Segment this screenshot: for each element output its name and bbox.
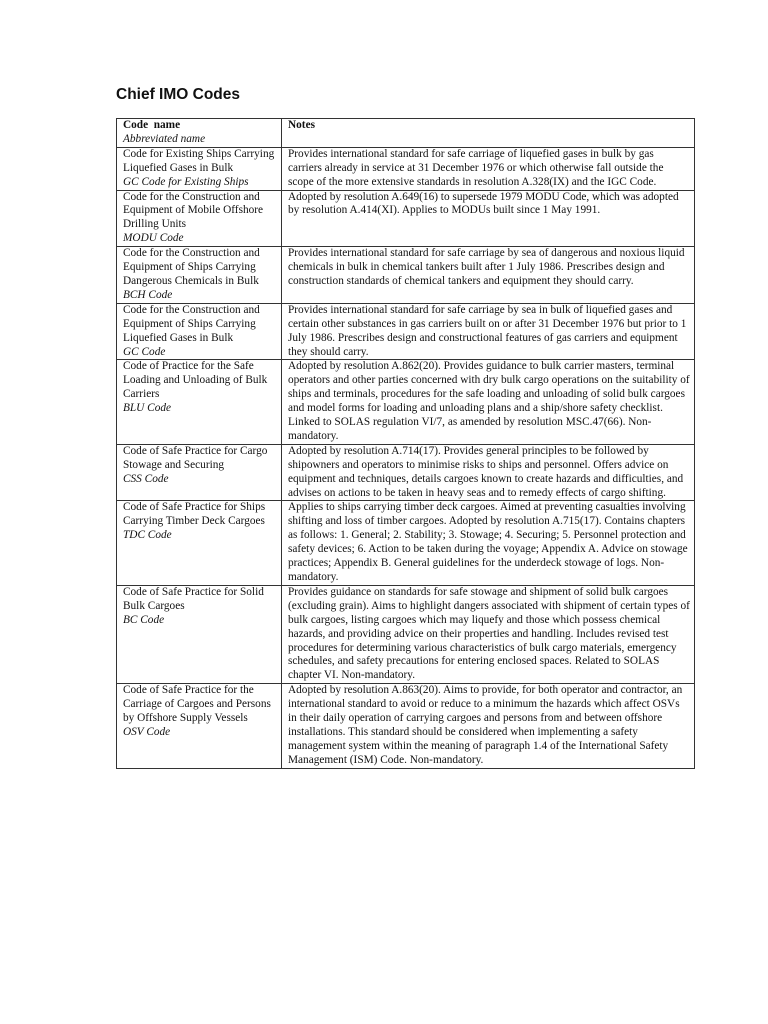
table-row [117, 444, 695, 501]
code-abbreviation: TDC Code [123, 529, 172, 542]
code-abbreviation: OSV Code [123, 725, 171, 738]
code-abbreviation: BCH Code [123, 288, 173, 301]
table-header-row [117, 119, 695, 148]
page-title: Chief IMO Codes [116, 86, 241, 103]
code-notes: Adopted by resolution A.714(17). Provides general principles to be followed by shipowners and operators to minimise risks to ships and personnel. Offers advice on equipment and techniques, details cargoes known to create hazards and difficulties, and advises on actions to be taken in heavy seas and to remedy effects of cargo shifting. [282, 444, 695, 501]
table-row [117, 190, 695, 247]
code-name: Code for the Construction and Equipment of Mobile Offshore Drilling Units [123, 190, 264, 231]
code-name: Code of Safe Practice for the Carriage of Cargoes and Persons by Offshore Supply Vessels [123, 684, 271, 725]
code-name: Code for Existing Ships Carrying Liquefied Gases in Bulk [123, 147, 275, 174]
code-cell [117, 684, 282, 768]
code-cell [117, 585, 282, 683]
code-abbreviation: GC Code [123, 345, 166, 358]
code-abbreviation: MODU Code [123, 232, 184, 245]
abbreviated-name-header: Abbreviated name [123, 132, 206, 145]
code-notes: Provides guidance on standards for safe stowage and shipment of solid bulk cargoes (excluding grain). Aims to highlight dangers associated with shipment of certain types of bulk cargoes, listing cargoes which may liquefy and those which possess chemical hazards, and providing advice on their properties and handling. Includes revised test procedures for determining various characteristics of bulk cargo materials, emergency schedules, and safety precautions for entering enclosed spaces. Related to SOLAS chapter VI. Non-mandatory. [282, 585, 695, 683]
code-notes: Provides international standard for safe carriage of liquefied gases in bulk by gas carriers already in service at 31 December 1976 or which otherwise fall outside the scope of the more extensive standards in resolution A.328(IX) and the IGC Code. [282, 147, 695, 190]
code-notes: Adopted by resolution A.863(20). Aims to provide, for both operator and contractor, an international standard to avoid or reduce to a minimum the hazards which affect OSVs in their daily operation of carrying cargoes and persons from and between offshore installations. This standard should be considered when implementing a safety management system within the meaning of paragraph 1.4 of the International Safety Management (ISM) Code. Non-mandatory. [282, 684, 695, 768]
code-cell [117, 303, 282, 360]
notes-header: Notes [282, 119, 695, 148]
code-cell [117, 247, 282, 304]
code-notes: Provides international standard for safe carriage by sea in bulk of liquefied gases and certain other substances in gas carriers built on or after 31 December 1976 but prior to 1 July 1986. Prescribes design and constructional features of gas carriers and equipment they should carry. [282, 303, 695, 360]
imo-codes-table [116, 118, 695, 769]
code-notes: Adopted by resolution A.862(20). Provides guidance to bulk carrier masters, terminal operators and other parties concerned with dry bulk cargo operations on the suitability of ships and terminals, procedures for the safe loading and unloading of solid bulk cargoes and model forms for loading and unloading plans and a ship/shore safety checklist. Linked to SOLAS regulation VI/7, as amended by resolution MSC.47(66). Non-mandatory. [282, 360, 695, 444]
code-name: Code for the Construction and Equipment of Ships Carrying Dangerous Chemicals in Bulk [123, 247, 260, 287]
code-name-header-title: Code name [123, 119, 181, 131]
table-row [117, 247, 695, 304]
code-notes: Adopted by resolution A.649(16) to supersede 1979 MODU Code, which was adopted by resolution A.414(XI). Applies to MODUs built since 1 May 1991. [282, 190, 695, 247]
code-name: Code of Safe Practice for Solid Bulk Cargoes [123, 585, 264, 612]
code-name-header [117, 119, 282, 148]
code-abbreviation: CSS Code [123, 472, 169, 485]
table-row [117, 684, 695, 768]
code-abbreviation: BLU Code [123, 402, 172, 415]
code-abbreviation: BC Code [123, 613, 165, 626]
code-cell [117, 147, 282, 190]
code-name: Code of Practice for the Safe Loading and Unloading of Bulk Carriers [123, 360, 268, 401]
table-row [117, 585, 695, 683]
table-row [117, 147, 695, 190]
code-cell [117, 444, 282, 501]
code-abbreviation: GC Code for Existing Ships [123, 175, 249, 188]
code-notes: Provides international standard for safe carriage by sea of dangerous and noxious liquid chemicals in bulk in chemical tankers built after 1 July 1986. Prescribes design and construction standards of chemical tankers and equipment they should carry. [282, 247, 695, 304]
code-name: Code of Safe Practice for Ships Carrying Timber Deck Cargoes [123, 501, 266, 528]
table-row [117, 501, 695, 585]
code-name: Code for the Construction and Equipment of Ships Carrying Liquefied Gases in Bulk [123, 303, 260, 344]
table-row [117, 303, 695, 360]
code-cell [117, 360, 282, 444]
code-name: Code of Safe Practice for Cargo Stowage and Securing [123, 444, 268, 471]
table-row [117, 360, 695, 444]
code-notes: Applies to ships carrying timber deck cargoes. Aimed at preventing casualties involving shifting and loss of timber cargoes. Adopted by resolution A.715(17). Contains chapters as follows: 1. General; 2. Stability; 3. Stowage; 4. Securing; 5. Personnel protection and safety devices; 6. Action to be taken during the voyage; Appendix A. Advice on stowage practices; Appendix B. General guidelines for the underdeck stowage of logs. Non-mandatory. [282, 501, 695, 585]
code-cell [117, 190, 282, 247]
code-cell [117, 501, 282, 585]
